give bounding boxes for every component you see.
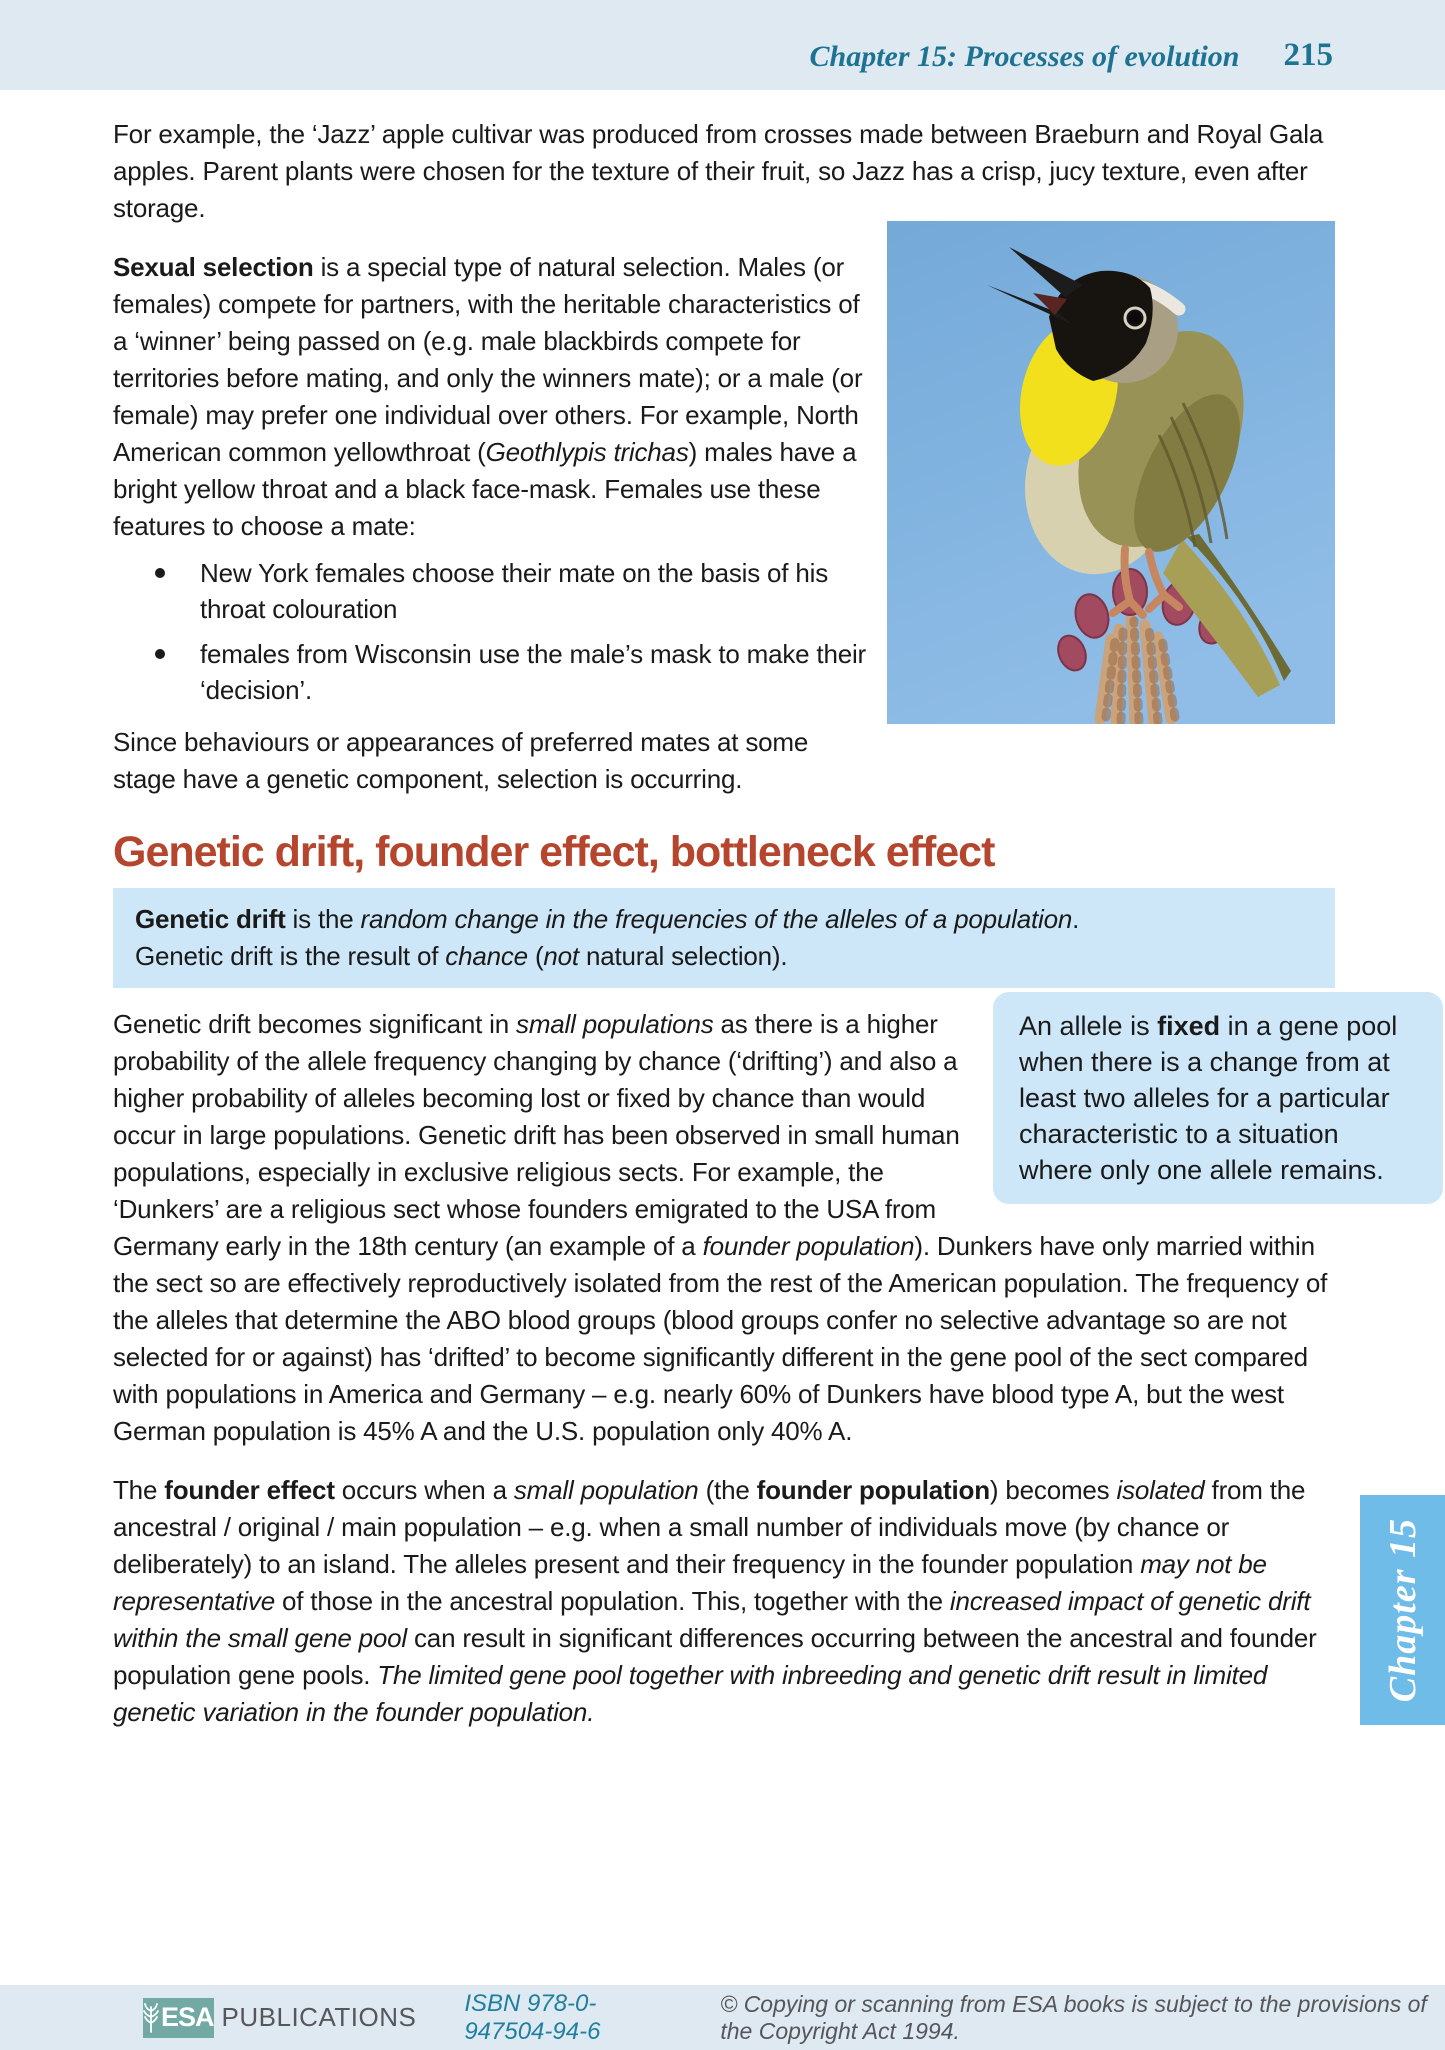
paragraph-genetic-drift-detail: Genetic drift becomes significant in small populations as there is a higher probability of the allele frequency changing by chance (‘drifting’) and also a higher probability of alleles becoming lost or fixed by chance than would occur in large populations. Genetic drift has been observed in small human populations, especially in exclusive religious sects. For example, the ‘Dunkers’ are a religious sect whose founders emigrated to the USA from Germany early in the 18th century (an example of a founder population). Dunkers have only married within the sect so are effectively reproductively isolated from the rest of the American population. The frequency of the alleles that determine the ABO blood groups (blood groups confer no selective advantage so are not selected for or against) has ‘drifted’ to become significantly different in the gene pool of the sect compared with populations in America and Germany – e.g. nearly 60% of Dunkers have blood type A, but the west German population is 45% A and the U.S. population only 40% A. (113, 1009, 1328, 1446)
list-item: New York females choose their mate on the basis of his throat colouration (113, 555, 1335, 627)
copyright-notice: © Copying or scanning from ESA books is subject to the provisions of the Copyright Act 1994. (720, 1990, 1427, 2044)
list-item: females from Wisconsin use the male’s mask to make their ‘decision’. (113, 636, 1335, 708)
chapter-side-tab (1360, 1495, 1445, 1725)
esa-logo-text: ESA (161, 2002, 214, 2032)
isbn-label: ISBN 978-0-947504-94-6 (464, 1989, 601, 2045)
page-footer (0, 1985, 1445, 2050)
paragraph-genetic-component: Since behaviours or appearances of preferred mates at some stage have a genetic component, selection is occurring. (113, 727, 809, 794)
page-number: 215 (1283, 37, 1333, 73)
chapter-tab-label: Chapter 15 (1381, 1517, 1424, 1703)
page-content (113, 90, 1398, 1731)
chapter-header-title: Chapter 15: Processes of evolution (809, 40, 1240, 73)
paragraph-jazz-apple: For example, the ‘Jazz’ apple cultivar was produced from crosses made between Braeburn and Royal Gala apples. Parent plants were chosen for the texture of their fruit, so Jazz has a crisp, jucy texture, even after storage. (113, 119, 1324, 223)
paragraph-sexual-selection: Sexual selection is a special type of natural selection. Males (or females) compete for partners, with the heritable characteristics of a ‘winner’ being passed on (e.g. male blackbirds compete for territories before mating, and only the winners mate); or a male (or female) may prefer one individual over others. For example, North American common yellowthroat (Geothlypis trichas) males have a bright yellow throat and a black face-mask. Females use these features to choose a mate: (113, 252, 863, 541)
paragraph-founder-effect: The founder effect occurs when a small population (the founder population) becomes isolated from the ancestral / original / main population – e.g. when a small number of individuals move (by chance or deliberately) to an island. The alleles present and their frequency in the founder population may not be representative of those in the ancestral population. This, together with the increased impact of genetic drift within the small gene pool can result in significant differences occurring between the ancestral and founder population gene pools. The limited gene pool together with inbreeding and genetic drift result in limited genetic variation in the founder population. (113, 1475, 1317, 1727)
leaf-icon (143, 2003, 159, 2033)
esa-logo (143, 1998, 214, 2038)
publisher-label: PUBLICATIONS (221, 2002, 417, 2032)
page-header (0, 0, 1445, 90)
section-heading-genetic-drift: Genetic drift, founder effect, bottleneck effect (113, 828, 995, 876)
definition-box-genetic-drift: Genetic drift is the random change in the frequencies of the alleles of a population. Genetic drift is the result of chance (not natural selection). (113, 888, 1335, 988)
note-box-allele-fixed: An allele is fixed in a gene pool when there is a change from at least two alleles for a particular characteristic to a situation where only one allele remains. (993, 992, 1443, 1204)
